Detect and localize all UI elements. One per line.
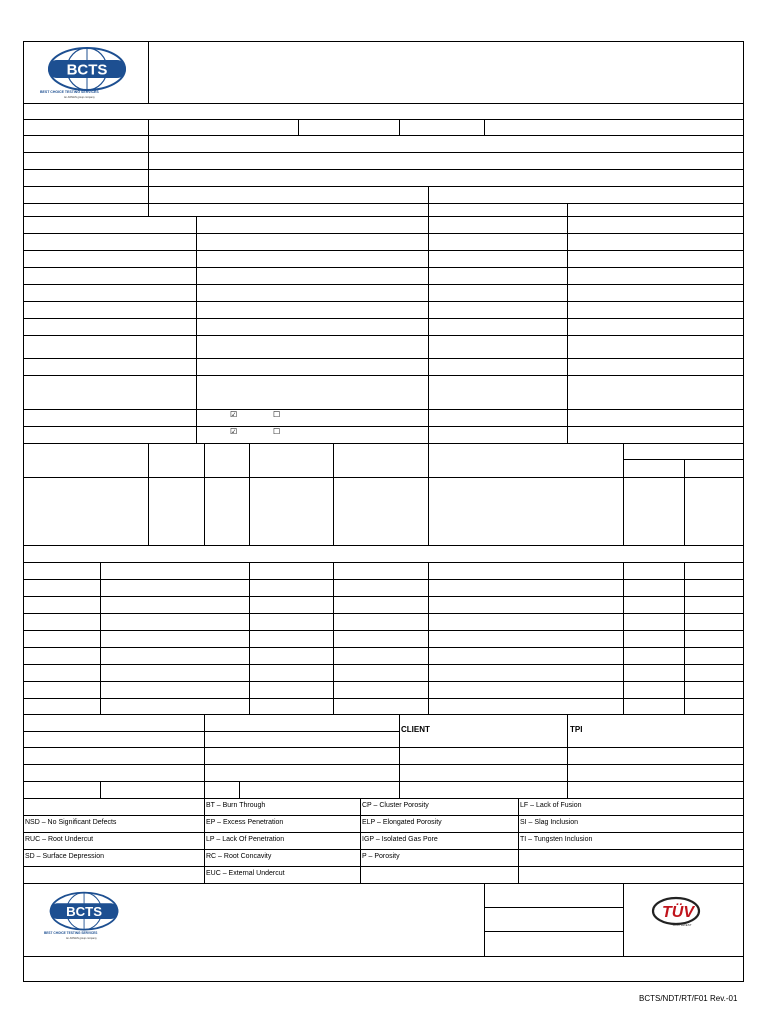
legend-elp: ELP – Elongated Porosity [362,819,442,826]
client-label: CLIENT [401,725,430,734]
tuv-logo [650,895,706,929]
legend-ep: EP – Excess Penetration [206,819,284,826]
legend-euc: EUC – External Undercut [206,870,285,877]
bcts-logo-top [40,45,135,103]
bcts-tagline-bottom: BEST CHOICE TESTING SERVICES [44,931,98,935]
bcts-logo-bottom [42,890,127,942]
document-code: BCTS/NDT/RT/F01 Rev.-01 [639,994,738,1003]
tpi-label: TPI [570,725,583,734]
legend-cp: CP – Cluster Porosity [362,802,429,809]
checkbox-no-2[interactable]: ☐ [273,427,281,436]
legend-nsd: NSD – No Significant Defects [25,819,117,826]
legend-lp: LP – Lack Of Penetration [206,836,285,843]
header-divider [148,41,149,103]
legend-bt: BT – Burn Through [206,802,266,809]
bcts-globe-icon [40,45,135,95]
legend-si: SI – Slag Inclusion [520,819,578,826]
header-bottom-line [23,103,744,104]
bcts-tagline: BEST CHOICE TESTING SERVICES [40,90,99,94]
checkbox-yes-2[interactable]: ☑ [230,427,238,436]
legend-lf: LF – Lack of Fusion [520,802,582,809]
bcts-globe-icon-bottom [42,890,127,934]
checkbox-no-1[interactable]: ☐ [273,410,281,419]
legend-rc: RC – Root Concavity [206,853,272,860]
bcts-subline: An AOMAN group company [64,96,95,99]
legend-p: P – Porosity [362,853,400,860]
legend-ruc: RUC – Root Undercut [25,836,94,843]
svg-text:BCTS: BCTS [66,903,103,919]
tuv-logo-sub: SOUTHWEST [672,923,692,927]
tuv-logo-text: TÜV [662,904,694,921]
legend-ti: TI – Tungsten Inclusion [520,836,593,843]
legend-sd: SD – Surface Depression [25,853,104,860]
bcts-logo-text: BCTS [66,61,108,79]
checkbox-yes-1[interactable]: ☑ [230,410,238,419]
bcts-subline-bottom: An AOMAN group company [66,937,97,940]
legend-igp: IGP – Isolated Gas Pore [362,836,438,843]
